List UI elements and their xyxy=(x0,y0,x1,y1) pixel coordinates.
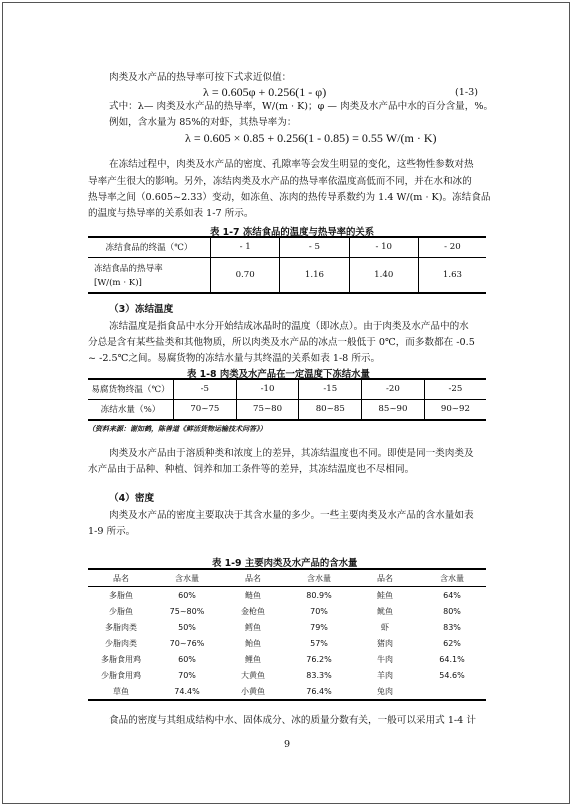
t17-row2-label-b: [W/(m · K)] xyxy=(94,277,142,288)
t18-cell: 80~85 xyxy=(299,399,362,420)
t18-row1-label: 易腐货物终温（℃） xyxy=(88,379,174,399)
table-row xyxy=(88,635,486,651)
t19-cell: 64.1% xyxy=(439,654,465,664)
table-row xyxy=(88,667,486,683)
table-1-8-source: （资料来源：谢如鹤，陈善道《鲜活货物运输技术问答》） xyxy=(88,424,267,433)
table-row xyxy=(88,683,486,700)
t19-cell: 金枪鱼 xyxy=(241,606,265,616)
section-4-title: 密度 xyxy=(134,493,155,504)
t19-cell: 80.9% xyxy=(306,590,332,600)
para1-line-2: 导率产生很大的影响。另外，冻结肉类及水产品的热导率依温度高低而不同，并在水和冰的 xyxy=(88,176,472,187)
t19-cell: 57% xyxy=(310,638,328,648)
para5-line-1: 食品的密度与其组成结构中水、固体成分、冰的质量分数有关，一般可以采用式 1-4 计 xyxy=(109,715,476,726)
t19-header: 品名 xyxy=(352,569,418,587)
t19-cell: 鱿鱼 xyxy=(377,606,393,616)
t19-cell: 鲐鱼 xyxy=(245,638,261,648)
t19-cell: 羊肉 xyxy=(377,670,393,680)
table-1-8 xyxy=(88,378,486,421)
para1-line-3: 热导率之间（0.605~2.33）变动，如冻鱼、冻肉的热传导系数约为 1.4 W/(m · K)。冻结食品 xyxy=(88,192,491,203)
t19-cell: 50% xyxy=(178,622,196,632)
t18-cell: -20 xyxy=(362,379,425,399)
t19-cell: 牛肉 xyxy=(377,654,393,664)
section-3-heading xyxy=(109,305,173,315)
t19-cell: 80% xyxy=(443,606,461,616)
t17-cell: 1.40 xyxy=(349,257,418,293)
t19-cell: 鲑鱼 xyxy=(377,590,393,600)
t17-cell: 1.16 xyxy=(280,257,349,293)
t18-cell: -5 xyxy=(174,379,237,399)
t18-row2-label: 冻结水量（%） xyxy=(88,399,174,420)
t19-cell: 70% xyxy=(178,670,196,680)
para1-line-4: 的温度与热导率的关系如表 1-7 所示。 xyxy=(88,208,254,219)
t19-cell xyxy=(418,683,486,700)
t19-header: 品名 xyxy=(88,569,154,587)
t19-cell: 草鱼 xyxy=(88,683,154,700)
table-row xyxy=(88,587,486,604)
t19-cell: 76.2% xyxy=(306,654,332,664)
table-1-9-caption: 表 1-9 主要肉类及水产品的含水量 xyxy=(212,558,358,569)
para4-line-2: 1-9 所示。 xyxy=(88,526,136,537)
example-line: 例如，含水量为 85%的对虾，其热导率为： xyxy=(109,117,297,128)
t19-cell: 83.3% xyxy=(306,670,332,680)
table-row xyxy=(88,619,486,635)
t17-row1-label: 冻结食品的终温（℃） xyxy=(88,237,211,257)
t17-row2-label-a: 冻结食品的热导率 xyxy=(94,263,163,274)
t19-cell: 54.6% xyxy=(439,670,465,680)
t19-header: 品名 xyxy=(220,569,286,587)
t19-cell: 74.4% xyxy=(154,683,220,700)
t19-cell: 83% xyxy=(443,622,461,632)
para3-line-2: 水产品由于品种、种植、饲养和加工条件等的差异，其冻结温度也不尽相同。 xyxy=(88,464,415,475)
t17-cell: 0.70 xyxy=(211,257,280,293)
page-number: 9 xyxy=(284,739,291,750)
t19-cell: 大黄鱼 xyxy=(241,670,265,680)
t18-cell: -10 xyxy=(236,379,299,399)
t19-cell: 60% xyxy=(178,654,196,664)
table-row xyxy=(88,603,486,619)
t19-cell: 76.4% xyxy=(286,683,352,700)
t19-cell: 79% xyxy=(310,622,328,632)
t19-cell: 鳕鱼 xyxy=(245,622,261,632)
t19-cell: 60% xyxy=(178,590,196,600)
t19-cell: 75~80% xyxy=(169,606,205,616)
t17-cell: - 5 xyxy=(280,237,349,257)
t19-cell: 少脂食用鸡 xyxy=(101,670,141,680)
para3-line-1: 肉类及水产品由于溶质种类和浓度上的差异，其冻结温度也不同。即使是同一类肉类及 xyxy=(109,448,474,459)
t19-cell: 多脂鱼 xyxy=(109,590,133,600)
t19-cell: 鲤鱼 xyxy=(245,654,261,664)
t19-cell: 多脂食用鸡 xyxy=(101,654,141,664)
t19-cell: 猪肉 xyxy=(377,638,393,648)
t19-cell: 兔肉 xyxy=(352,683,418,700)
section-4-heading xyxy=(109,494,154,504)
t18-cell: 75~80 xyxy=(236,399,299,420)
intro-text: 肉类及水产品的热导率可按下式求近似值： xyxy=(109,72,292,83)
t17-row2-label xyxy=(88,257,211,293)
t19-cell: 少脂鱼 xyxy=(109,606,133,616)
para2-line-2: 分总是含有某些盐类和其他物质，所以肉类及水产品的冰点一般低于 0℃，而多数都在 -0.5 xyxy=(88,337,475,348)
para2-line-1: 冻结温度是指食品中水分开始结成冰晶时的温度（即冰点）。由于肉类及水产品中的水 xyxy=(109,321,469,332)
t18-cell: 90~92 xyxy=(424,399,486,420)
table-1-8-caption: 表 1-8 肉类及水产品在一定温度下冻结水量 xyxy=(187,369,370,380)
section-3-title: 冻结温度 xyxy=(134,304,174,315)
section-4-number: （4） xyxy=(109,493,135,504)
t17-cell: - 20 xyxy=(418,237,486,257)
t19-cell: 虾 xyxy=(381,622,389,632)
section-3-number: （3） xyxy=(109,304,135,315)
formula-1-3-number: (1-3) xyxy=(455,87,478,98)
t19-header: 含水量 xyxy=(418,569,486,587)
t19-cell: 多脂肉类 xyxy=(105,622,137,632)
para2-line-3: ~ -2.5℃之间。易腐货物的冻结水量与其终温的关系如表 1-8 所示。 xyxy=(88,353,381,364)
para1-line-1: 在冻结过程中，肉类及水产品的密度、孔隙率等会发生明显的变化，这些物性参数对热 xyxy=(109,159,474,170)
t18-cell: -25 xyxy=(424,379,486,399)
where-line: 式中：λ— 肉类及水产品的热导率，W/(m · K)；φ — 肉类及水产品中水的百分含量，%。 xyxy=(109,101,494,112)
t19-cell: 鲢鱼 xyxy=(245,590,261,600)
formula-example: λ = 0.605 × 0.85 + 0.256(1 - 0.85) = 0.55 W/(m · K) xyxy=(185,131,437,145)
t19-cell: 70~76% xyxy=(169,638,205,648)
t19-cell: 70% xyxy=(310,606,328,616)
table-1-7 xyxy=(88,236,486,294)
t18-cell: -15 xyxy=(299,379,362,399)
t17-cell: - 1 xyxy=(211,237,280,257)
table-row xyxy=(88,651,486,667)
t18-cell: 85~90 xyxy=(362,399,425,420)
t19-header: 含水量 xyxy=(286,569,352,587)
t19-cell: 小黄鱼 xyxy=(220,683,286,700)
table-1-9 xyxy=(88,568,486,701)
table-1-7-caption: 表 1-7 冻结食品的温度与热导率的关系 xyxy=(210,227,375,238)
formula-1-3: λ = 0.605φ + 0.256(1 - φ) xyxy=(203,85,327,99)
t19-header: 含水量 xyxy=(154,569,220,587)
t18-cell: 70~75 xyxy=(174,399,237,420)
t17-cell: - 10 xyxy=(349,237,418,257)
para4-line-1: 肉类及水产品的密度主要取决于其含水量的多少。一些主要肉类及水产品的含水量如表 xyxy=(109,510,474,521)
t19-cell: 62% xyxy=(443,638,461,648)
t19-cell: 64% xyxy=(443,590,461,600)
t19-cell: 少脂肉类 xyxy=(105,638,137,648)
t17-cell: 1.63 xyxy=(418,257,486,293)
